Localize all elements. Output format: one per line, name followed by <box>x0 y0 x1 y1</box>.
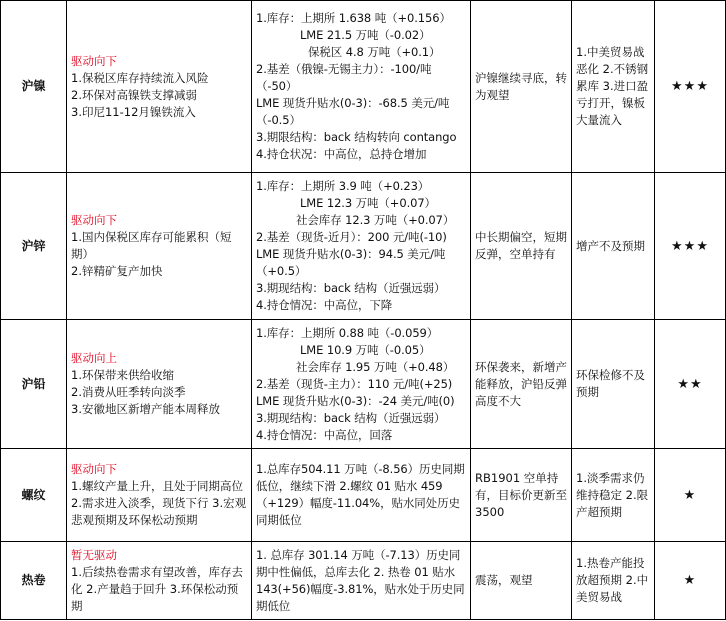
commodity-name: 螺纹 <box>1 449 67 542</box>
driver-line: 2.环保对高镍铁支撑减弱 <box>71 87 197 102</box>
fundamentals-cell: 1. 总库存 301.14 万吨（-7.13）历史同期中性偏低，总库去化 2. 热卷 01 贴水 143(+56)幅度-3.81%，贴水处于历史同期低位 <box>252 542 471 620</box>
risk-cell: 增产不及预期 <box>572 173 655 320</box>
table-row <box>1 320 726 449</box>
rating-stars: ★★★ <box>655 173 726 320</box>
driver-text: 1.后续热卷需求有望改善，库存去化 2.产量趋于回升 3.环保松动预期 <box>71 564 243 613</box>
rating-stars: ★★ <box>655 320 726 449</box>
fund-line: 2.基差（现货-近月）：200 元/吨(-10) <box>256 230 447 244</box>
driver-cell <box>67 1 252 173</box>
rating-stars: ★ <box>655 449 726 542</box>
commodity-name: 沪锌 <box>1 173 67 320</box>
fund-line: 4.持仓状况：中高位，总持仓增加 <box>256 147 427 161</box>
commodity-name: 沪铅 <box>1 320 67 449</box>
driver-line: 1.保税区库存持续流入风险 <box>71 70 209 85</box>
driver-cell <box>67 320 252 449</box>
commodity-name: 沪镍 <box>1 1 67 173</box>
fund-line: 3.期现结构：back 结构（近强远弱） <box>256 281 446 295</box>
view-cell: 震荡，观望 <box>471 542 572 620</box>
fund-line: LME 12.3 万吨（+0.07） <box>300 196 436 210</box>
fund-line: 2.基差（现货-主力）：110 元/吨(+25) <box>256 376 453 391</box>
view-cell: 沪镍继续寻底，转为观望 <box>471 1 572 173</box>
driver-line: 3.安徽地区新增产能本周释放 <box>71 402 220 416</box>
driver-direction: 驱动向下 <box>71 53 117 68</box>
fund-line: （-50） <box>256 79 298 93</box>
fund-line: 1.库存：上期所 0.88 吨（-0.059） <box>256 325 439 340</box>
driver-line: 2.消费从旺季转向淡季 <box>71 385 186 399</box>
fund-line: 社会库存 12.3 万吨（+0.07） <box>296 213 455 227</box>
risk-cell: 环保检修不及预期 <box>572 320 655 449</box>
driver-line: 2.锌精矿复产加快 <box>71 264 163 278</box>
fund-line: 社会库存 1.95 万吨（+0.48） <box>296 359 455 374</box>
rating-stars: ★ <box>655 542 726 620</box>
fundamentals-cell: 1.总库存504.11 万吨（-8.56）历史同期低位，继续下滑 2.螺纹 01 贴水 459（+129）幅度-11.04%，贴水同处历史同期低位 <box>252 449 471 542</box>
driver-direction: 驱动向上 <box>71 351 117 365</box>
fund-line: 4.持仓情况：中高位，下降 <box>256 298 393 312</box>
driver-cell <box>67 542 252 620</box>
risk-cell: 1.淡季需求仍维持稳定 2.限产超预期 <box>572 449 655 542</box>
table-row <box>1 542 726 620</box>
fundamentals-cell <box>252 320 471 449</box>
driver-text: 1.螺纹产量上升，且处于同期高位 2.需求进入淡季，现货下行 3.宏观悲观预期及环保松动预期 <box>71 479 247 527</box>
view-cell: RB1901 空单持有，目标价更新至3500 <box>471 449 572 542</box>
rating-stars: ★★★ <box>655 1 726 173</box>
driver-line: 3.印尼11-12月镍铁流入 <box>71 104 196 119</box>
view-cell: 环保袭来，新增产能释放，沪铅反弹高度不大 <box>471 320 572 449</box>
fund-line: 保税区 4.8 万吨（+0.1） <box>308 45 441 59</box>
driver-direction: 驱动向下 <box>71 462 117 476</box>
table-row <box>1 173 726 320</box>
table-row <box>1 449 726 542</box>
driver-cell <box>67 449 252 542</box>
fund-line: 1.库存：上期所 3.9 吨（+0.23） <box>256 179 430 193</box>
risk-cell: 1.热卷产能投放超预期 2.中美贸易战 <box>572 542 655 620</box>
view-cell: 中长期偏空，短期反弹，空单持有 <box>471 173 572 320</box>
fund-line: LME 21.5 万吨（-0.02） <box>300 28 431 42</box>
fund-line: 2.基差（俄镍-无锡主力）：-100/吨 <box>256 62 432 76</box>
driver-line: 1.国内保税区库存可能累积（短期） <box>71 230 232 261</box>
fund-line: LME 现货升贴水(0-3)：-68.5 美元/吨 <box>256 96 450 110</box>
commodity-name: 热卷 <box>1 542 67 620</box>
fundamentals-cell <box>252 173 471 320</box>
risk-cell: 1.中美贸易战恶化 2.不锈钢累库 3.进口盈亏打开，镍板大量流入 <box>572 1 655 173</box>
fund-line: 1.库存：上期所 1.638 吨（+0.156） <box>256 11 451 25</box>
fundamentals-cell <box>252 1 471 173</box>
fund-line: 4.持仓情况：中高位，回落 <box>256 427 393 442</box>
driver-direction: 驱动向下 <box>71 213 117 227</box>
fund-line: LME 现货升贴水(0-3)：94.5 美元/吨 <box>256 247 446 261</box>
fund-line: LME 10.9 万吨（-0.05） <box>300 342 431 357</box>
fund-line: 3.期限结构：back 结构转向 contango <box>256 130 457 144</box>
fund-line: （-0.5） <box>256 113 301 127</box>
driver-line: 1.环保带来供给收缩 <box>71 368 174 382</box>
driver-direction: 暂无驱动 <box>71 547 117 562</box>
table-row <box>1 1 726 173</box>
driver-cell <box>67 173 252 320</box>
fund-line: 3.期现结构：back 结构（近强远弱） <box>256 410 446 425</box>
fund-line: （+0.5） <box>256 264 307 278</box>
fund-line: LME 现货升贴水(0-3)：-24 美元/吨(0) <box>256 393 455 408</box>
